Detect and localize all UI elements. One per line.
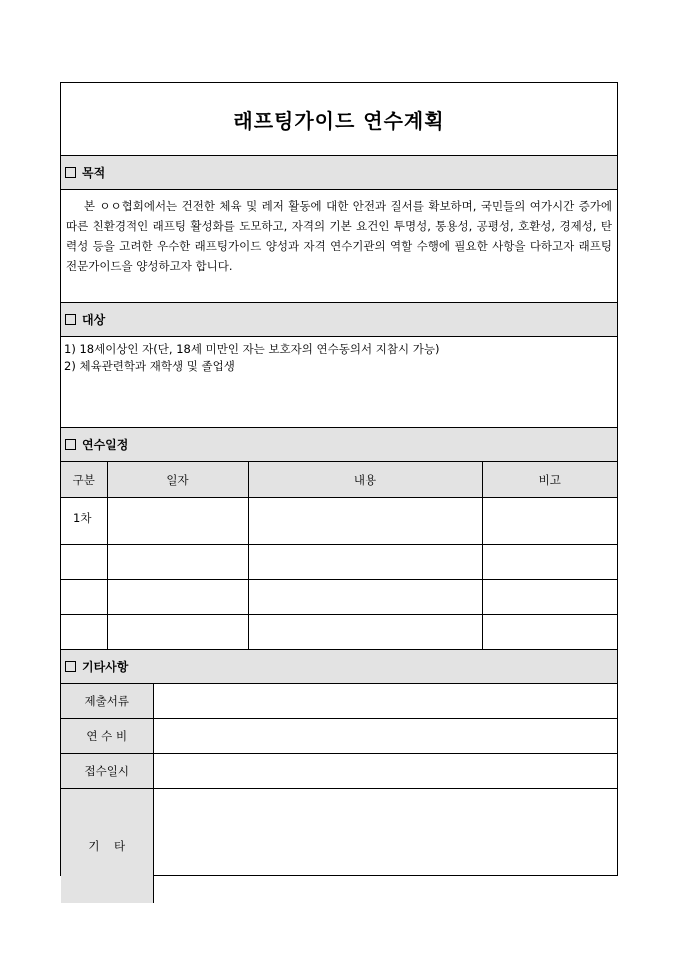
- main-table: [61, 83, 617, 462]
- section-schedule-heading: [61, 428, 617, 462]
- table-row: [61, 498, 617, 545]
- section-other-heading: [61, 650, 617, 684]
- target-item: 2) 체육관련학과 재학생 및 졸업생: [64, 359, 235, 373]
- table-row: [61, 789, 617, 904]
- checkbox-square-icon: [65, 314, 76, 325]
- target-heading-text: 대상: [82, 313, 106, 327]
- schedule-cell[interactable]: [61, 545, 107, 580]
- schedule-cell[interactable]: [107, 498, 248, 545]
- column-header: 구분: [61, 462, 107, 498]
- schedule-cell[interactable]: [482, 615, 617, 650]
- other-heading-text: 기타사항: [82, 660, 129, 674]
- target-body: [61, 337, 617, 428]
- schedule-cell[interactable]: [248, 615, 482, 650]
- schedule-cell[interactable]: [248, 545, 482, 580]
- schedule-cell[interactable]: [482, 545, 617, 580]
- purpose-body: [61, 190, 617, 303]
- table-row: [61, 545, 617, 580]
- other-heading-table: [61, 650, 617, 684]
- schedule-cell[interactable]: [61, 615, 107, 650]
- table-row: [61, 754, 617, 789]
- checkbox-square-icon: [65, 439, 76, 450]
- column-header: 일자: [107, 462, 248, 498]
- target-item: 1) 18세이상인 자(단, 18세 미만인 자는 보호자의 연수동의서 지참시 가능): [64, 342, 440, 356]
- section-target-heading: [61, 303, 617, 337]
- purpose-body-text: 본 ㅇㅇ협회에서는 건전한 체육 및 레저 활동에 대한 안전과 질서를 확보하며, 국민들의 여가시간 증가에 따른 친환경적인 래프팅 활성화를 도모하고, 자격의 기본 요건인 투명성, 통용성, 공평성, 호환성, 경제성, 탄력성 등을 고려한 우수한 래프팅가이드 양성과 자격 연수기관의 역할 수행에 필요한 사항을 다하고자 래프팅 전문가이드을 양성하고자 합니다.: [66, 199, 612, 273]
- row-label: 연 수 비: [61, 719, 153, 754]
- row-value[interactable]: [153, 684, 617, 719]
- table-row: [61, 615, 617, 650]
- schedule-cell[interactable]: [107, 545, 248, 580]
- row-value[interactable]: [153, 789, 617, 904]
- column-header: 비고: [482, 462, 617, 498]
- schedule-table: [61, 462, 617, 650]
- schedule-heading-text: 연수일정: [82, 438, 129, 452]
- section-purpose-heading: [61, 156, 617, 190]
- table-row: [61, 580, 617, 615]
- row-value[interactable]: [153, 719, 617, 754]
- schedule-cell[interactable]: [482, 580, 617, 615]
- schedule-cell[interactable]: [107, 615, 248, 650]
- purpose-heading-text: 목적: [82, 166, 106, 180]
- table-row: [61, 719, 617, 754]
- document-page: [60, 82, 618, 876]
- schedule-cell[interactable]: [248, 580, 482, 615]
- schedule-cell[interactable]: [248, 498, 482, 545]
- schedule-cell[interactable]: [61, 580, 107, 615]
- schedule-header-row: [61, 462, 617, 498]
- table-row: [61, 684, 617, 719]
- row-label: 기 타: [61, 789, 153, 904]
- row-label: 접수일시: [61, 754, 153, 789]
- row-label: 제출서류: [61, 684, 153, 719]
- other-table: [61, 684, 617, 903]
- row-value[interactable]: [153, 754, 617, 789]
- document-title: 래프팅가이드 연수계획: [61, 83, 617, 156]
- column-header: 내용: [248, 462, 482, 498]
- schedule-cell: 1차: [61, 498, 107, 545]
- schedule-cell[interactable]: [107, 580, 248, 615]
- checkbox-square-icon: [65, 661, 76, 672]
- checkbox-square-icon: [65, 167, 76, 178]
- schedule-cell[interactable]: [482, 498, 617, 545]
